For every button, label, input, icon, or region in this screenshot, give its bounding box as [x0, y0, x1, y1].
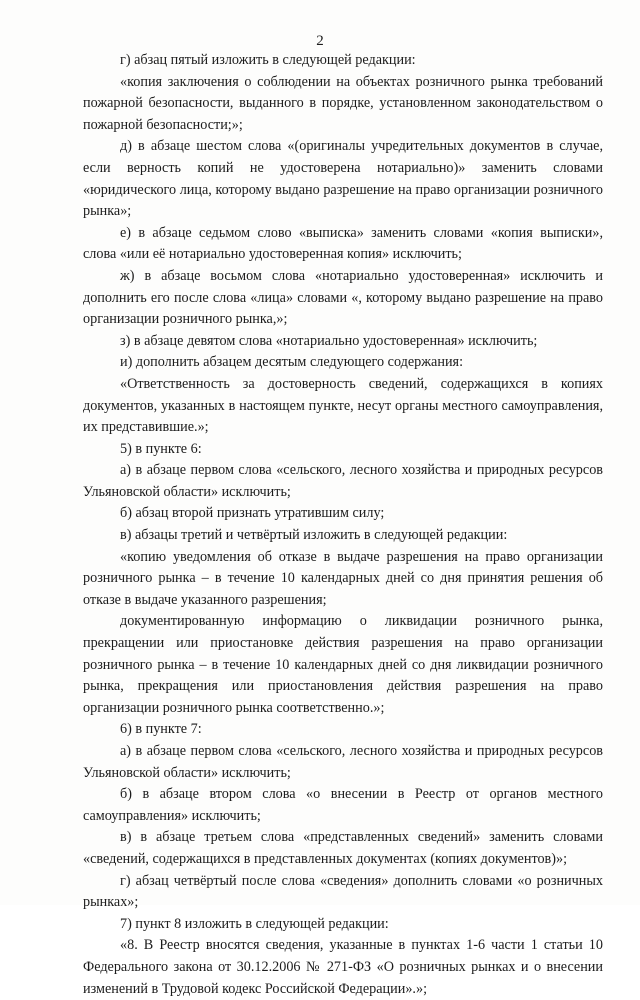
paragraph: г) абзац пятый изложить в следующей редакции: [120, 52, 416, 68]
paragraph: «8. В Реестр вносятся сведения, указанные в пунктах 1-6 части 1 статьи 10 Федерального закона от 30.12.2006 № 271-ФЗ «О розничных рынках и о внесении изменений в Трудовой кодекс Российской Федерации».»; [83, 937, 603, 997]
paragraph: б) в абзаце втором слова «о внесении в Реестр от органов местного самоуправления» исключить; [83, 786, 603, 824]
paragraph: и) дополнить абзацем десятым следующего содержания: [120, 354, 464, 371]
paragraph: «копия заключения о соблюдении на объектах розничного рынка требований пожарной безопасности, выданного в порядке, установленном законодательством о пожарной безопасности;»; [83, 73, 603, 133]
paragraph: 7) пункт 8 изложить в следующей редакции: [120, 915, 389, 932]
paragraph: 5) в пункте 6: [120, 440, 202, 457]
paragraph: «копию уведомления об отказе в выдаче разрешения на право организации розничного рынка – в течение 10 календарных дней со дня принятия решения об отказе в выдаче указанного разрешения; [83, 548, 603, 608]
paragraph: е) в абзаце седьмом слово «выписка» заменить словами «копия выписки», слова «или её нотариально удостоверенная копия» исключить; [83, 224, 603, 263]
page-number: 2 [316, 33, 324, 49]
paragraph: д) в абзаце шестом слова «(оригиналы учредительных документов в случае, если верность копий не удостоверена нотариально)» заменить словами «юридического лица, которому выдано разрешение на право организации розничного рынка»; [83, 138, 603, 220]
paragraph: ж) в абзаце восьмом слова «нотариально удостоверенная» исключить и дополнить его после слова «лица» словами «, которому выдано разрешение на право организации розничного рынка,»; [83, 267, 603, 328]
paragraph: г) абзац четвёртый после слова «сведения» дополнить словами «о розничных рынках»; [83, 872, 603, 911]
paragraph: в) в абзаце третьем слова «представленных сведений» заменить словами «сведений, содержащихся в представленных документах (копиях документов)»; [83, 829, 603, 867]
paragraph: 6) в пункте 7: [120, 721, 202, 738]
paragraph: «Ответственность за достоверность сведений, содержащихся в копиях документов, указанных в настоящем пункте, несут органы местного самоуправления, их представившие.»; [83, 375, 603, 436]
document-body [83, 50, 603, 1000]
paragraph: а) в абзаце первом слова «сельского, лесного хозяйства и природных ресурсов Ульяновской области» исключить; [83, 462, 603, 500]
paragraph: документированную информацию о ликвидации розничного рынка, прекращении или приостановке действия разрешения на право организации розничного рынка – в течение 10 календарных дней со дня ликвидации розничного рынка, прекращения или приостановления действия разрешения на право организации розничного рынка соответственно.»; [83, 613, 603, 716]
paragraph: б) абзац второй признать утратившим силу; [120, 505, 385, 522]
paragraph: а) в абзаце первом слова «сельского, лесного хозяйства и природных ресурсов Ульяновской области» исключить; [83, 743, 603, 781]
paragraph: з) в абзаце девятом слова «нотариально удостоверенная» исключить; [120, 332, 538, 349]
paragraph: в) абзацы третий и четвёртый изложить в следующей редакции: [120, 527, 508, 544]
